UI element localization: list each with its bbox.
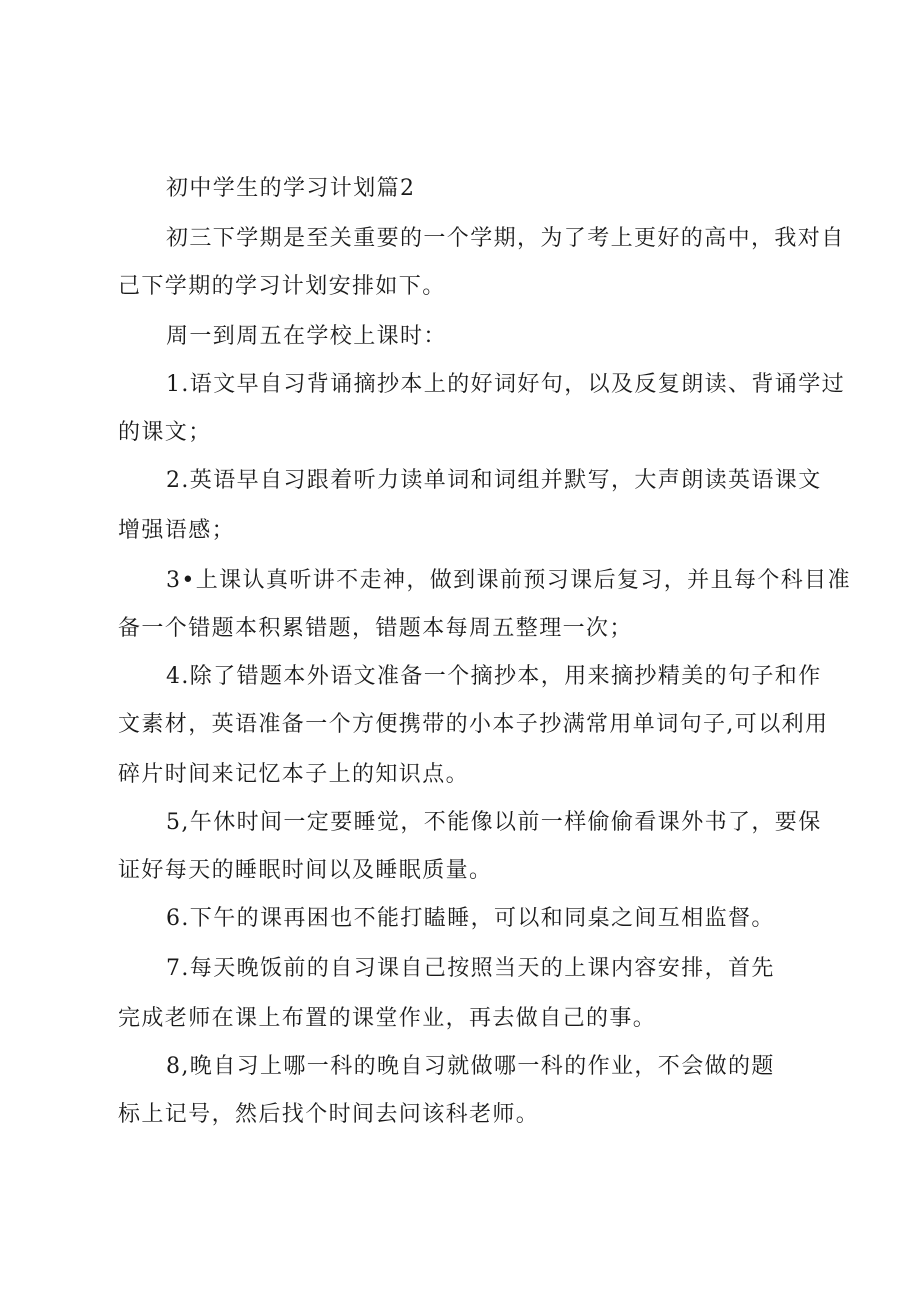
paragraph-item-3-line-2: 备一个错题本积累错题，错题本每周五整理一次；: [118, 616, 633, 641]
paragraph-item-4-line-2: 文素材，英语准备一个方便携带的小本子抄满常用单词句子,可以利用: [118, 712, 829, 737]
paragraph-item-1-line-2: 的课文；: [118, 420, 212, 445]
paragraph-item-2-line-1: 2.英语早自习跟着听力读单词和词组并默写，大声朗读英语课文: [166, 468, 822, 493]
paragraph-item-8-line-1: 8,晚自习上哪一科的晚自习就做哪一科的作业，不会做的题: [166, 1054, 775, 1079]
paragraph-schedule-heading: 周一到周五在学校上课时：: [166, 324, 447, 349]
paragraph-item-5-line-2: 证好每天的睡眠时间以及睡眠质量。: [118, 858, 493, 883]
paragraph-item-2-line-2: 增强语感；: [118, 518, 236, 543]
paragraph-item-1-line-1: 1.语文早自习背诵摘抄本上的好词好句，以及反复朗读、背诵学过: [166, 372, 845, 397]
paragraph-item-4-line-1: 4.除了错题本外语文准备一个摘抄本，用来摘抄精美的句子和作: [166, 664, 822, 689]
paragraph-item-7-line-2: 完成老师在课上布置的课堂作业，再去做自己的事。: [118, 1006, 657, 1031]
paragraph-item-4-line-3: 碎片时间来记忆本子上的知识点。: [118, 762, 470, 787]
paragraph-intro-line-2: 己下学期的学习计划安排如下。: [118, 274, 446, 299]
paragraph-item-8-line-2: 标上记号，然后找个时间去问该科老师。: [118, 1102, 540, 1127]
paragraph-intro-line-1: 初三下学期是至关重要的一个学期，为了考上更好的高中，我对自: [166, 226, 845, 251]
paragraph-item-6: 6.下午的课再困也不能打瞌睡，可以和同桌之间互相监督。: [166, 906, 775, 931]
page-title: 初中学生的学习计划篇2: [166, 176, 416, 201]
paragraph-item-5-line-1: 5,午休时间一定要睡觉，不能像以前一样偷偷看课外书了，要保: [166, 810, 822, 835]
paragraph-item-7-line-1: 7.每天晚饭前的自习课自己按照当天的上课内容安排，首先: [166, 956, 775, 981]
paragraph-item-3-line-1: 3•上课认真听讲不走神，做到课前预习课后复习，并且每个科目准: [166, 568, 851, 593]
